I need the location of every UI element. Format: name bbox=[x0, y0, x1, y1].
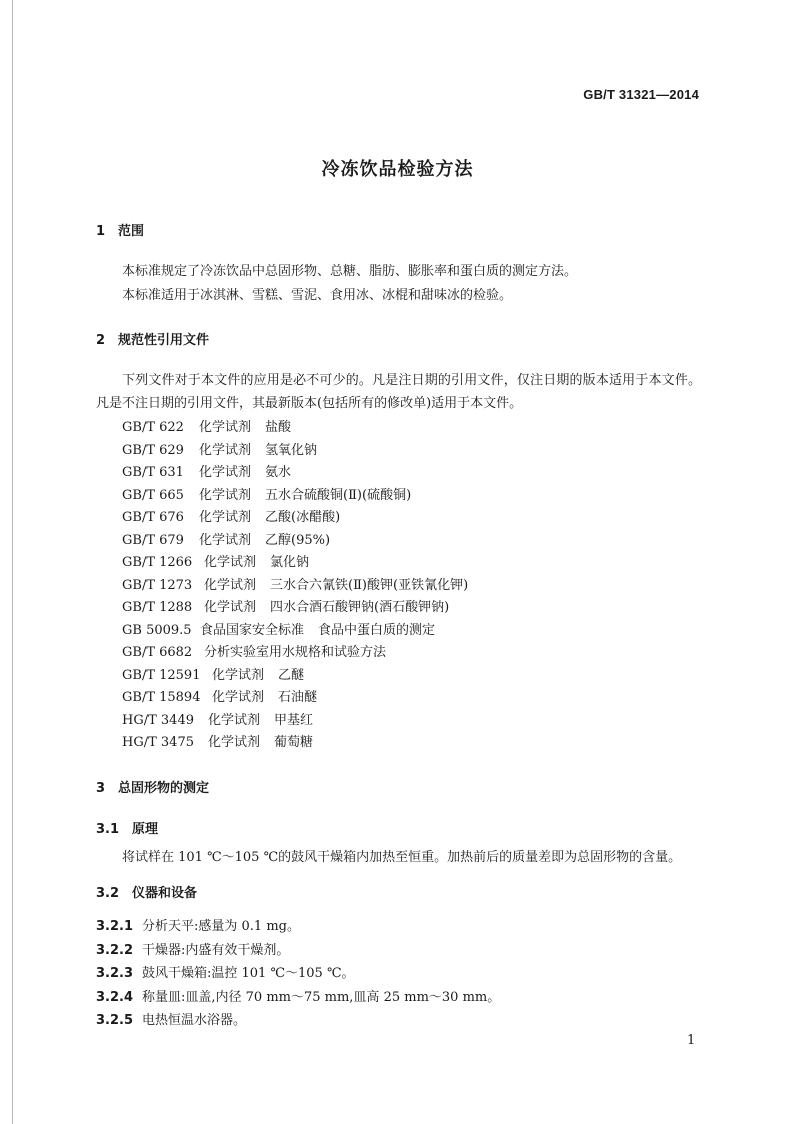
reference-code: GB/T 676 bbox=[122, 510, 184, 525]
reference-category: 化学试剂 bbox=[208, 713, 261, 728]
reference-item bbox=[122, 574, 468, 593]
reference-code: GB/T 12591 bbox=[122, 668, 201, 683]
equipment-item bbox=[96, 1009, 246, 1028]
reference-name: 五水合硫酸铜(Ⅱ)(硫酸铜) bbox=[265, 488, 412, 503]
reference-item bbox=[122, 731, 313, 750]
reference-code: GB/T 1273 bbox=[122, 578, 193, 593]
principle-paragraph: 将试样在 101 ℃～105 ℃的鼓风干燥箱内加热至恒重。加热前后的质量差即为总固形物的含量。 bbox=[122, 850, 682, 865]
page-title: 冷冻饮品检验方法 bbox=[321, 159, 474, 180]
reference-item bbox=[122, 439, 317, 458]
reference-name: 氨水 bbox=[265, 465, 292, 480]
reference-category: 化学试剂 bbox=[199, 420, 252, 435]
reference-name: 三水合六氰铁(Ⅱ)酸钾(亚铁氰化钾) bbox=[270, 578, 469, 593]
reference-item bbox=[122, 484, 411, 503]
section-number: 3 bbox=[96, 781, 106, 796]
reference-category: 化学试剂 bbox=[199, 443, 252, 458]
equipment-item bbox=[96, 939, 289, 958]
reference-name: 氢氧化钠 bbox=[265, 443, 318, 458]
item-text: 分析天平:感量为 0.1 mg。 bbox=[142, 919, 300, 934]
scope-paragraph-2: 本标准适用于冰淇淋、雪糕、雪泥、食用冰、冰棍和甜味冰的检验。 bbox=[122, 288, 513, 303]
scope-paragraph-1: 本标准规定了冷冻饮品中总固形物、总糖、脂肪、膨胀率和蛋白质的测定方法。 bbox=[122, 264, 578, 279]
reference-item bbox=[122, 709, 313, 728]
reference-code: GB/T 629 bbox=[122, 443, 184, 458]
section-title: 总固形物的测定 bbox=[118, 781, 210, 796]
section-title: 规范性引用文件 bbox=[118, 333, 210, 348]
item-text: 干燥器:内盛有效干燥剂。 bbox=[142, 943, 290, 958]
reference-code: GB/T 631 bbox=[122, 465, 184, 480]
reference-name: 葡萄糖 bbox=[274, 735, 314, 750]
equipment-item bbox=[96, 915, 300, 934]
reference-name: 乙醇(95%) bbox=[265, 533, 331, 548]
item-text: 鼓风干燥箱:温控 101 ℃～105 ℃。 bbox=[142, 966, 355, 981]
reference-code: GB/T 665 bbox=[122, 488, 184, 503]
standard-code: GB/T 31321—2014 bbox=[583, 87, 699, 102]
reference-code: HG/T 3475 bbox=[122, 735, 194, 750]
section-title: 范围 bbox=[118, 224, 145, 239]
reference-item bbox=[122, 596, 449, 615]
reference-name: 石油醚 bbox=[278, 690, 318, 705]
subsection-3-1-heading bbox=[96, 818, 158, 837]
reference-name: 甲基红 bbox=[274, 713, 314, 728]
reference-category: 化学试剂 bbox=[204, 600, 257, 615]
subsection-number: 3.1 bbox=[96, 822, 120, 837]
page-number: 1 bbox=[687, 1033, 696, 1048]
reference-category: 化学试剂 bbox=[212, 690, 265, 705]
subsection-3-2-heading bbox=[96, 882, 197, 901]
reference-name: 四水合酒石酸钾钠(酒石酸钾钠) bbox=[270, 600, 450, 615]
equipment-item bbox=[96, 986, 500, 1005]
reference-category: 化学试剂 bbox=[212, 668, 265, 683]
item-number: 3.2.4 bbox=[96, 990, 134, 1005]
reference-item bbox=[122, 461, 291, 480]
reference-category: 分析实验室用水规格和试验方法 bbox=[204, 645, 387, 660]
reference-code: GB/T 1288 bbox=[122, 600, 193, 615]
reference-code: GB/T 622 bbox=[122, 420, 184, 435]
reference-category: 化学试剂 bbox=[208, 735, 261, 750]
reference-item bbox=[122, 506, 340, 525]
reference-item bbox=[122, 664, 304, 683]
reference-item bbox=[122, 619, 435, 638]
reference-code: GB/T 679 bbox=[122, 533, 184, 548]
reference-category: 化学试剂 bbox=[199, 533, 252, 548]
reference-code: GB/T 1266 bbox=[122, 555, 193, 570]
subsection-title: 仪器和设备 bbox=[132, 886, 198, 901]
item-number: 3.2.2 bbox=[96, 943, 134, 958]
reference-item bbox=[122, 641, 400, 660]
reference-code: HG/T 3449 bbox=[122, 713, 194, 728]
reference-category: 化学试剂 bbox=[204, 578, 257, 593]
reference-item bbox=[122, 416, 291, 435]
reference-category: 化学试剂 bbox=[204, 555, 257, 570]
reference-category: 食品国家安全标准 bbox=[200, 623, 305, 638]
subsection-title: 原理 bbox=[132, 822, 159, 837]
section-number: 2 bbox=[96, 333, 106, 348]
reference-category: 化学试剂 bbox=[199, 488, 252, 503]
reference-item bbox=[122, 686, 317, 705]
section-number: 1 bbox=[96, 224, 106, 239]
reference-category: 化学试剂 bbox=[199, 510, 252, 525]
section-2-heading bbox=[96, 329, 209, 348]
reference-code: GB/T 15894 bbox=[122, 690, 201, 705]
reference-name: 氯化钠 bbox=[270, 555, 310, 570]
reference-name: 食品中蛋白质的测定 bbox=[318, 623, 436, 638]
reference-item bbox=[122, 551, 309, 570]
item-text: 电热恒温水浴器。 bbox=[142, 1013, 247, 1028]
subsection-number: 3.2 bbox=[96, 886, 120, 901]
reference-category: 化学试剂 bbox=[199, 465, 252, 480]
item-number: 3.2.1 bbox=[96, 919, 134, 934]
references-intro: 下列文件对于本文件的应用是必不可少的。凡是注日期的引用文件，仅注日期的版本适用于本文件。凡是不注日期的引用文件，其最新版本(包括所有的修改单)适用于本文件。 bbox=[96, 373, 701, 411]
equipment-item bbox=[96, 962, 355, 981]
reference-name: 乙醚 bbox=[278, 668, 305, 683]
reference-code: GB/T 6682 bbox=[122, 645, 193, 660]
section-1-heading bbox=[96, 220, 144, 239]
item-number: 3.2.5 bbox=[96, 1013, 134, 1028]
reference-name: 盐酸 bbox=[265, 420, 292, 435]
reference-name: 乙酸(冰醋酸) bbox=[265, 510, 341, 525]
reference-code: GB 5009.5 bbox=[122, 623, 192, 638]
reference-item bbox=[122, 529, 330, 548]
item-number: 3.2.3 bbox=[96, 966, 134, 981]
item-text: 称量皿:皿盖,内径 70 mm～75 mm,皿高 25 mm～30 mm。 bbox=[142, 990, 501, 1005]
section-3-heading bbox=[96, 777, 209, 796]
